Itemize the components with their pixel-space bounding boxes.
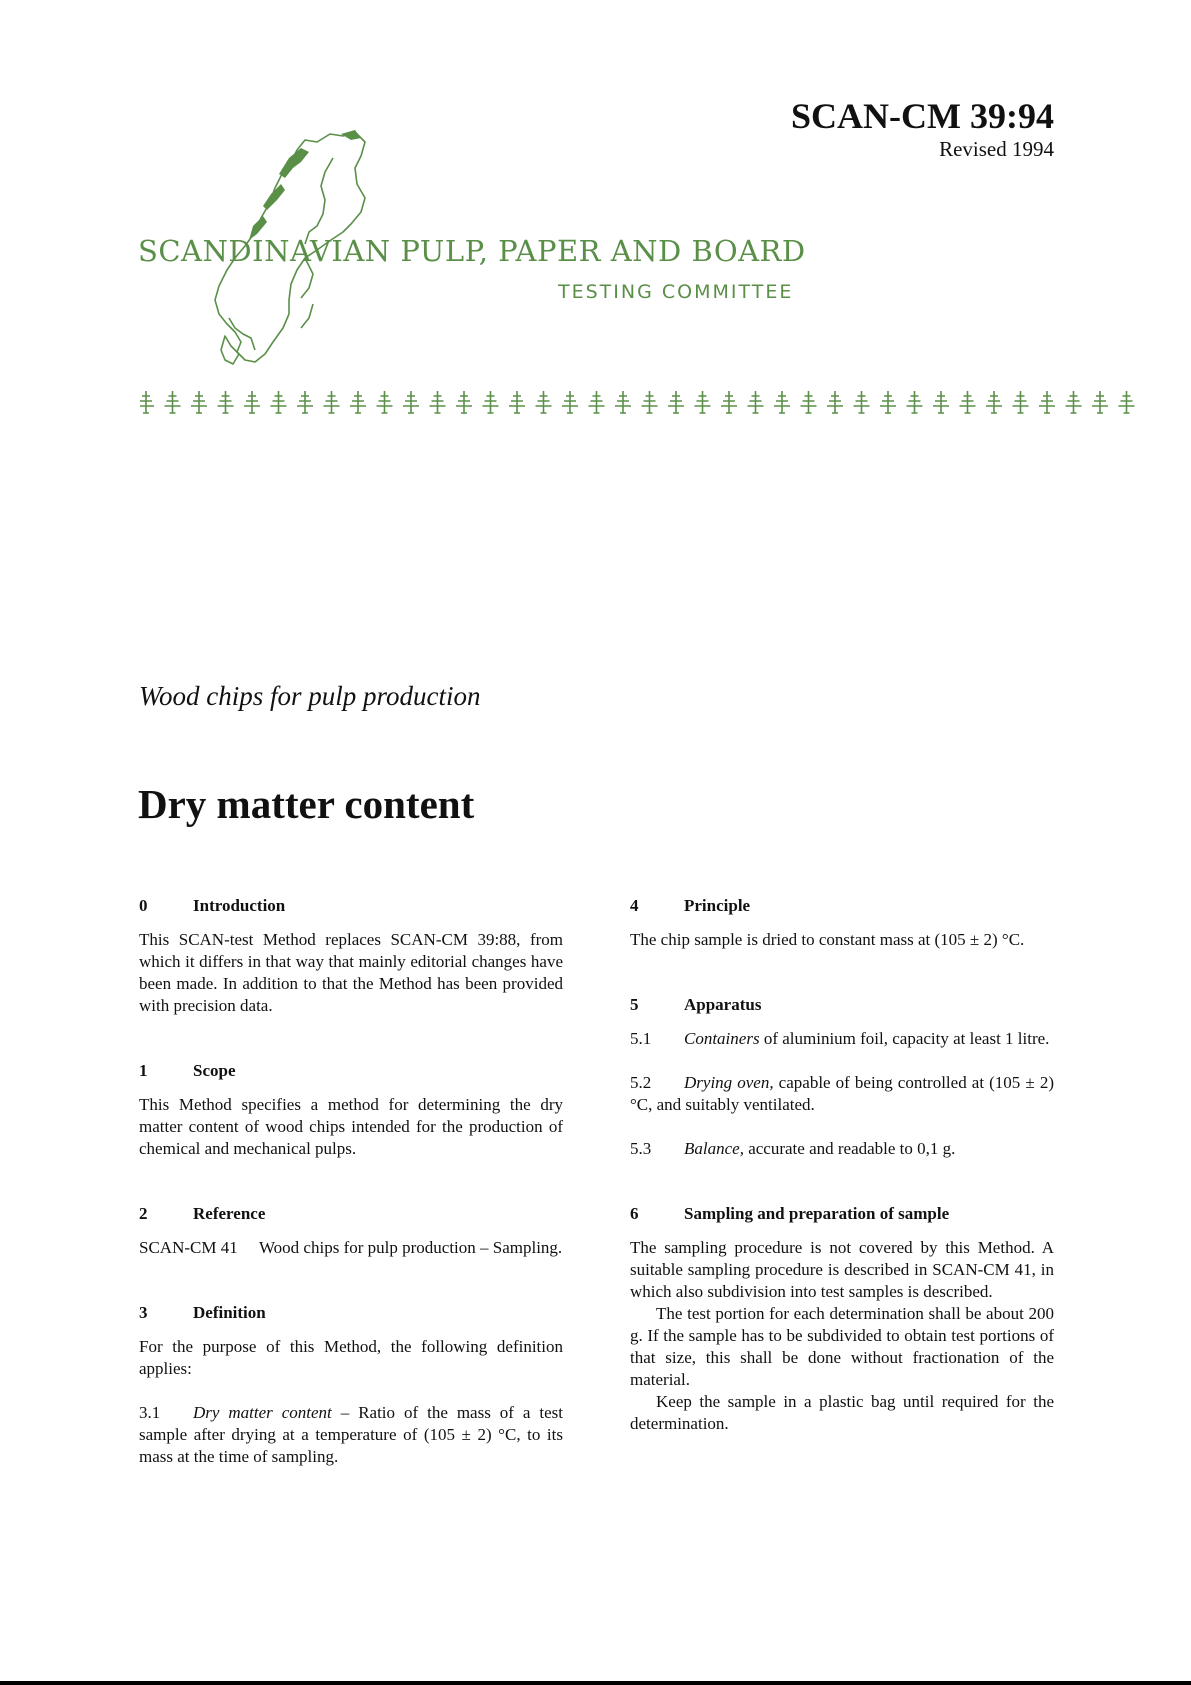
apparatus-text: of aluminium foil, capacity at least 1 litre.	[759, 1029, 1050, 1048]
principle-text: The chip sample is dried to constant mass at (105 ± 2) °C.	[630, 930, 1025, 949]
left-column	[139, 895, 563, 1468]
apparatus-item-number: 5.3	[630, 1139, 652, 1158]
tree-icon	[589, 391, 605, 413]
section-number: 1	[139, 1061, 148, 1080]
tree-icon	[536, 391, 552, 413]
section-number: 4	[630, 896, 639, 915]
section-number: 6	[630, 1204, 639, 1223]
tree-icon	[748, 391, 764, 413]
section-heading-principle	[630, 895, 1054, 917]
tree-icon	[695, 391, 711, 413]
tree-icon	[509, 391, 525, 413]
tree-icon	[271, 391, 287, 413]
tree-icon	[403, 391, 419, 413]
tree-icon	[377, 391, 393, 413]
tree-icon	[960, 391, 976, 413]
section-number: 0	[139, 896, 148, 915]
sampling-paragraph-3: Keep the sample in a plastic bag until required for the determination.	[630, 1392, 1054, 1433]
reference-code: SCAN-CM 41	[139, 1238, 238, 1257]
section-title: Definition	[193, 1303, 266, 1322]
tree-icon	[1013, 391, 1029, 413]
revision-note: Revised 1994	[939, 137, 1054, 161]
reference-entry	[139, 1237, 563, 1259]
apparatus-term: Balance,	[684, 1139, 744, 1158]
tree-icon	[430, 391, 446, 413]
apparatus-text: accurate and readable to 0,1 g.	[743, 1139, 956, 1158]
tree-icon	[165, 391, 181, 413]
tree-icon	[986, 391, 1002, 413]
document-subject: Wood chips for pulp production	[139, 681, 481, 711]
section-heading-reference	[139, 1203, 563, 1225]
tree-icon	[191, 391, 207, 413]
apparatus-text: capable of being controlled at (105 ± 2) °C, and suitably ventilated.	[630, 1073, 1054, 1114]
apparatus-term: Drying oven,	[684, 1073, 774, 1092]
tree-icon	[615, 391, 631, 413]
definition-intro-text: For the purpose of this Method, the following definition applies:	[139, 1337, 563, 1378]
tree-border-decoration	[140, 390, 1140, 414]
introduction-text: This SCAN-test Method replaces SCAN-CM 39:88, from which it differs in that way that mainly editorial changes have been made. In addition to that the Method has been provided with precision data.	[139, 930, 563, 1015]
apparatus-item-number: 5.1	[630, 1029, 652, 1048]
section-heading-scope	[139, 1060, 563, 1082]
tree-icon	[907, 391, 923, 413]
section-title: Introduction	[193, 896, 286, 915]
section-title: Principle	[684, 896, 751, 915]
tree-icon	[218, 391, 234, 413]
tree-icon	[1066, 391, 1082, 413]
document-code: SCAN-CM 39:94	[791, 96, 1054, 136]
section-title: Apparatus	[684, 995, 762, 1014]
section-number: 2	[139, 1204, 148, 1223]
tree-icon	[483, 391, 499, 413]
apparatus-item-drying-oven	[630, 1072, 1054, 1116]
page-bottom-rule	[0, 1681, 1191, 1685]
section-title: Scope	[193, 1061, 236, 1080]
tree-icon	[880, 391, 896, 413]
definition-item-number: 3.1	[139, 1403, 161, 1422]
tree-icon	[774, 391, 790, 413]
section-heading-introduction	[139, 895, 563, 917]
tree-icon	[668, 391, 684, 413]
document-header	[791, 96, 1054, 162]
definition-text: – Ratio of the mass of a test sample after drying at a temperature of (105 ± 2) °C, to its mass at the time of sampling.	[139, 1403, 564, 1466]
apparatus-item-balance	[630, 1138, 1054, 1160]
section-heading-sampling	[630, 1203, 1054, 1225]
tree-icon	[1119, 391, 1135, 413]
sampling-paragraph-2: The test portion for each determination shall be about 200 g. If the sample has to be subdivided to obtain test portions of that size, this shall be done without fractionation of the material.	[630, 1304, 1054, 1389]
tree-icon	[244, 391, 260, 413]
tree-icon	[721, 391, 737, 413]
section-title: Sampling and preparation of sample	[684, 1204, 950, 1223]
reference-title: Wood chips for pulp production – Sampling.	[259, 1238, 563, 1257]
section-heading-definition	[139, 1302, 563, 1324]
organization-name: SCANDINAVIAN PULP, PAPER AND BOARD	[138, 234, 806, 268]
right-column	[630, 895, 1054, 1435]
apparatus-item-number: 5.2	[630, 1073, 652, 1092]
tree-icon	[350, 391, 366, 413]
tree-icon	[562, 391, 578, 413]
tree-icon	[1039, 391, 1055, 413]
sampling-paragraph-1: The sampling procedure is not covered by this Method. A suitable sampling procedure is described in SCAN-CM 41, in which also subdivision into test samples is described.	[630, 1238, 1054, 1301]
tree-icon	[140, 391, 154, 413]
tree-icon	[324, 391, 340, 413]
organization-subtitle: TESTING COMMITTEE	[558, 281, 794, 303]
document-title: Dry matter content	[138, 781, 475, 827]
tree-icon	[933, 391, 949, 413]
tree-icon	[456, 391, 472, 413]
definition-item	[139, 1402, 563, 1468]
tree-icon	[827, 391, 843, 413]
tree-icon	[801, 391, 817, 413]
section-number: 5	[630, 995, 639, 1014]
tree-icon	[297, 391, 313, 413]
scope-text: This Method specifies a method for determining the dry matter content of wood chips intended for the production of chemical and mechanical pulps.	[139, 1095, 563, 1158]
apparatus-term: Containers	[684, 1029, 760, 1048]
section-heading-apparatus	[630, 994, 1054, 1016]
tree-icon	[1092, 391, 1108, 413]
section-number: 3	[139, 1303, 148, 1322]
tree-icon	[642, 391, 658, 413]
tree-icon	[854, 391, 870, 413]
definition-term: Dry matter content	[193, 1403, 332, 1422]
apparatus-item-containers	[630, 1028, 1054, 1050]
section-title: Reference	[193, 1204, 266, 1223]
